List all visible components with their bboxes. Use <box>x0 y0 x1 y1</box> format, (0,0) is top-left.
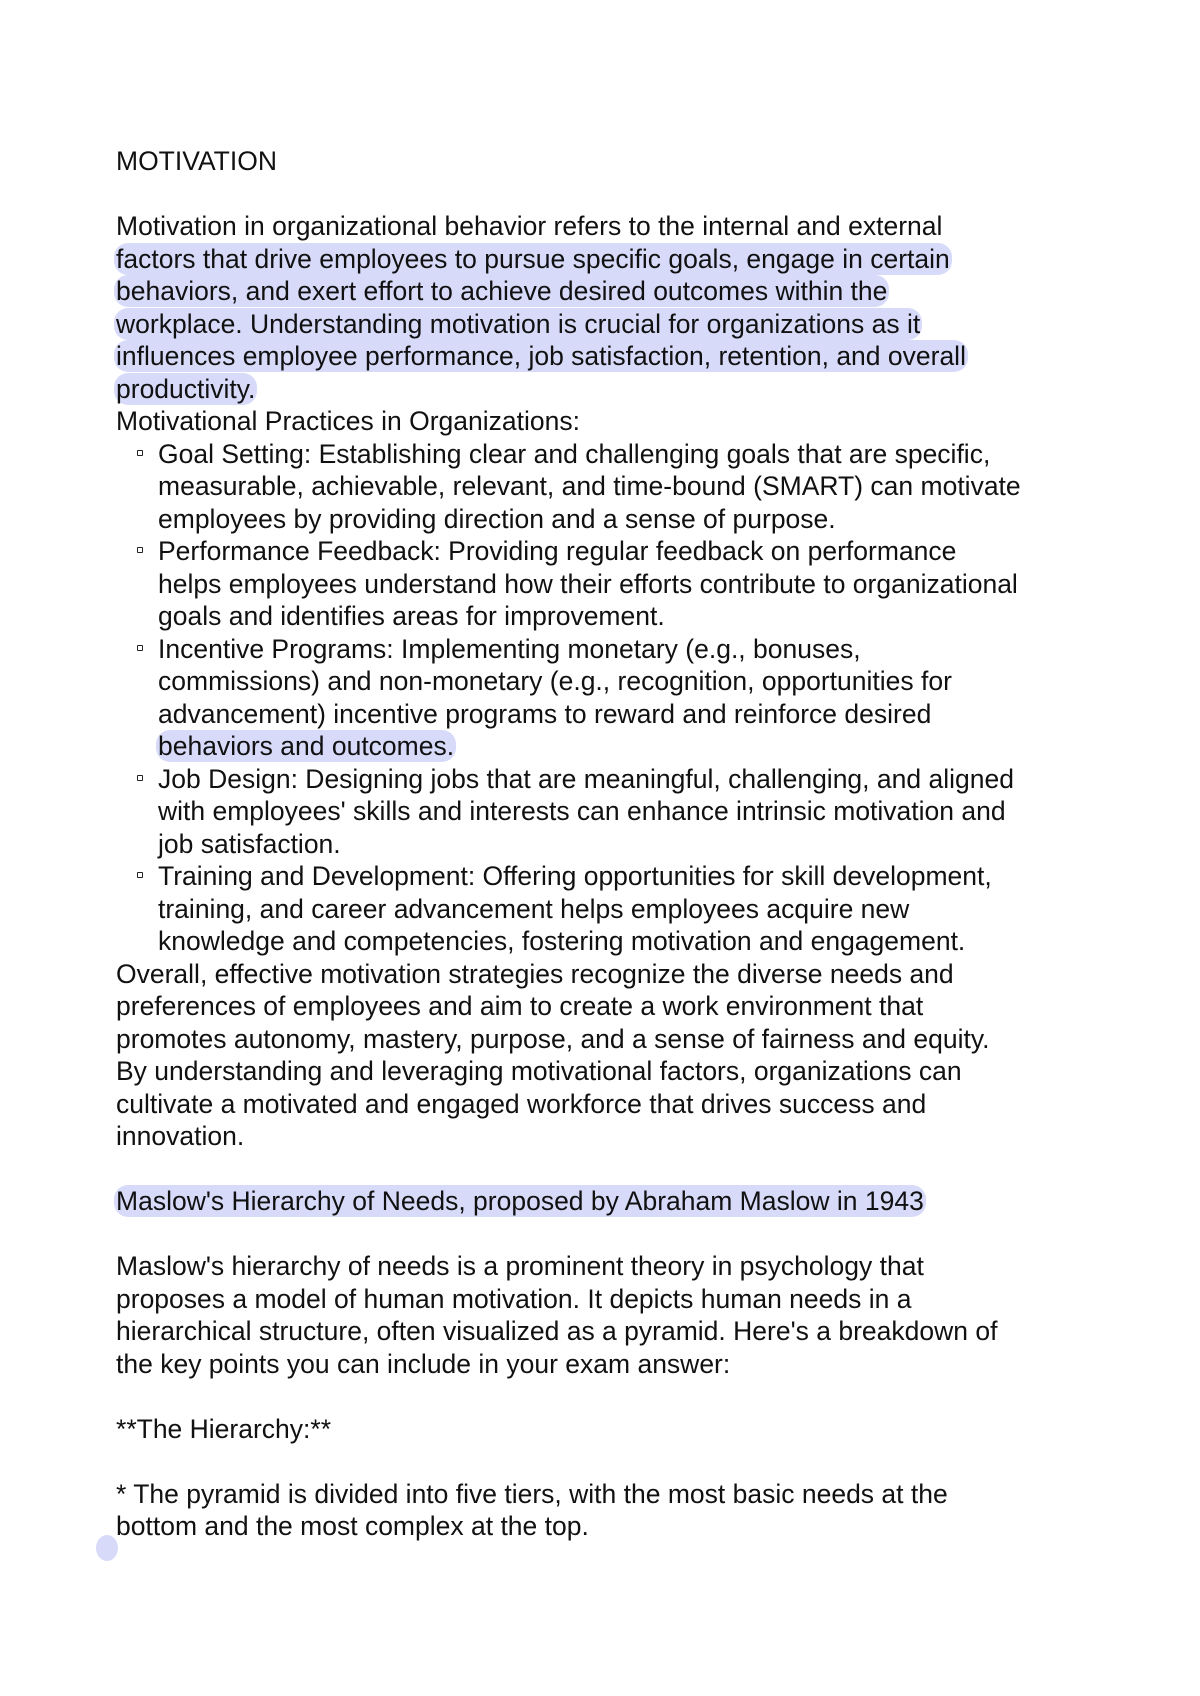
highlight: productivity. <box>116 373 256 404</box>
list-item-line: advancement) incentive programs to reward and reinforce desired <box>158 698 932 729</box>
bullet-icon <box>137 872 143 878</box>
conclusion-line-6: innovation. <box>116 1121 245 1151</box>
list-item-line: Goal Setting: Establishing clear and challenging goals that are specific, <box>158 438 991 469</box>
list-item <box>116 438 1116 536</box>
intro-line-3 <box>116 275 1116 308</box>
list-item <box>116 763 1116 861</box>
maslow-intro-line-1: Maslow's hierarchy of needs is a prominent theory in psychology that <box>116 1251 924 1281</box>
practices-list <box>116 438 1116 958</box>
maslow-intro-paragraph <box>116 1250 1116 1380</box>
list-item-line: with employees' skills and interests can enhance intrinsic motivation and <box>158 796 1006 826</box>
maslow-heading <box>116 1185 1116 1218</box>
list-item-line: knowledge and competencies, fostering motivation and engagement. <box>158 926 966 956</box>
list-item <box>116 860 1116 958</box>
conclusion-line-5: cultivate a motivated and engaged workforce that drives success and <box>116 1088 927 1119</box>
practices-heading: Motivational Practices in Organizations: <box>116 406 580 436</box>
intro-line-6 <box>116 373 1116 406</box>
conclusion-line-2: preferences of employees and aim to create a work environment that <box>116 991 924 1021</box>
maslow-intro-line-4: the key points you can include in your exam answer: <box>116 1348 731 1379</box>
list-item-line: helps employees understand how their efforts contribute to organizational <box>158 568 1018 599</box>
hierarchy-heading: **The Hierarchy:** <box>116 1413 332 1444</box>
list-item-line: Performance Feedback: Providing regular feedback on performance <box>158 536 957 566</box>
highlight: Maslow's Hierarchy of Needs, proposed by Abraham Maslow in 1943 <box>116 1186 924 1216</box>
spacer <box>116 1380 1116 1413</box>
list-item-line: training, and career advancement helps employees acquire new <box>158 893 910 924</box>
highlight: workplace. Understanding motivation is crucial for organizations as it <box>116 308 921 339</box>
spacer <box>116 1218 1116 1251</box>
list-item-line: Job Design: Designing jobs that are meaningful, challenging, and aligned <box>158 763 1014 794</box>
document-page <box>116 145 1116 1543</box>
highlight: factors that drive employees to pursue specific goals, engage in certain <box>116 243 950 274</box>
intro-line-2 <box>116 243 1116 276</box>
conclusion-line-3: promotes autonomy, mastery, purpose, and a sense of fairness and equity. <box>116 1023 990 1054</box>
hierarchy-point-line-2: bottom and the most complex at the top. <box>116 1511 589 1541</box>
list-item-line: goals and identifies areas for improvement. <box>158 601 665 631</box>
maslow-intro-line-2: proposes a model of human motivation. It depicts human needs in a <box>116 1283 912 1314</box>
intro-line-5 <box>116 340 1116 373</box>
highlight: behaviors and outcomes. <box>158 731 455 761</box>
spacer <box>116 1445 1116 1478</box>
list-item-line: commissions) and non-monetary (e.g., recognition, opportunities for <box>158 666 952 696</box>
hierarchy-point <box>116 1478 1116 1543</box>
conclusion-paragraph <box>116 958 1116 1153</box>
highlight: behaviors, and exert effort to achieve desired outcomes within the <box>116 276 888 306</box>
hierarchy-point-line-1: * The pyramid is divided into five tiers, with the most basic needs at the <box>116 1478 948 1509</box>
list-item-line: Incentive Programs: Implementing monetary (e.g., bonuses, <box>158 633 861 664</box>
list-item-line: Training and Development: Offering opportunities for skill development, <box>158 861 992 891</box>
conclusion-line-1: Overall, effective motivation strategies recognize the diverse needs and <box>116 958 954 989</box>
list-item <box>116 633 1116 763</box>
intro-line-4 <box>116 308 1116 341</box>
list-item-line: measurable, achievable, relevant, and time-bound (SMART) can motivate <box>158 471 1021 501</box>
list-item-line: employees by providing direction and a sense of purpose. <box>158 503 836 534</box>
intro-paragraph <box>116 210 1116 405</box>
intro-line-1: Motivation in organizational behavior refers to the internal and external <box>116 211 943 241</box>
list-item-line: job satisfaction. <box>158 828 341 859</box>
spacer <box>116 178 1116 211</box>
spacer <box>116 1153 1116 1186</box>
conclusion-line-4: By understanding and leveraging motivational factors, organizations can <box>116 1056 962 1086</box>
bullet-icon <box>137 547 143 553</box>
list-item-line <box>158 730 1116 763</box>
highlighter-mark <box>96 1535 118 1561</box>
document-title: MOTIVATION <box>116 146 277 176</box>
maslow-intro-line-3: hierarchical structure, often visualized as a pyramid. Here's a breakdown of <box>116 1316 998 1346</box>
highlight: influences employee performance, job satisfaction, retention, and overall <box>116 341 966 371</box>
bullet-icon <box>137 450 143 456</box>
bullet-icon <box>137 775 143 781</box>
list-item <box>116 535 1116 633</box>
bullet-icon <box>137 645 143 651</box>
